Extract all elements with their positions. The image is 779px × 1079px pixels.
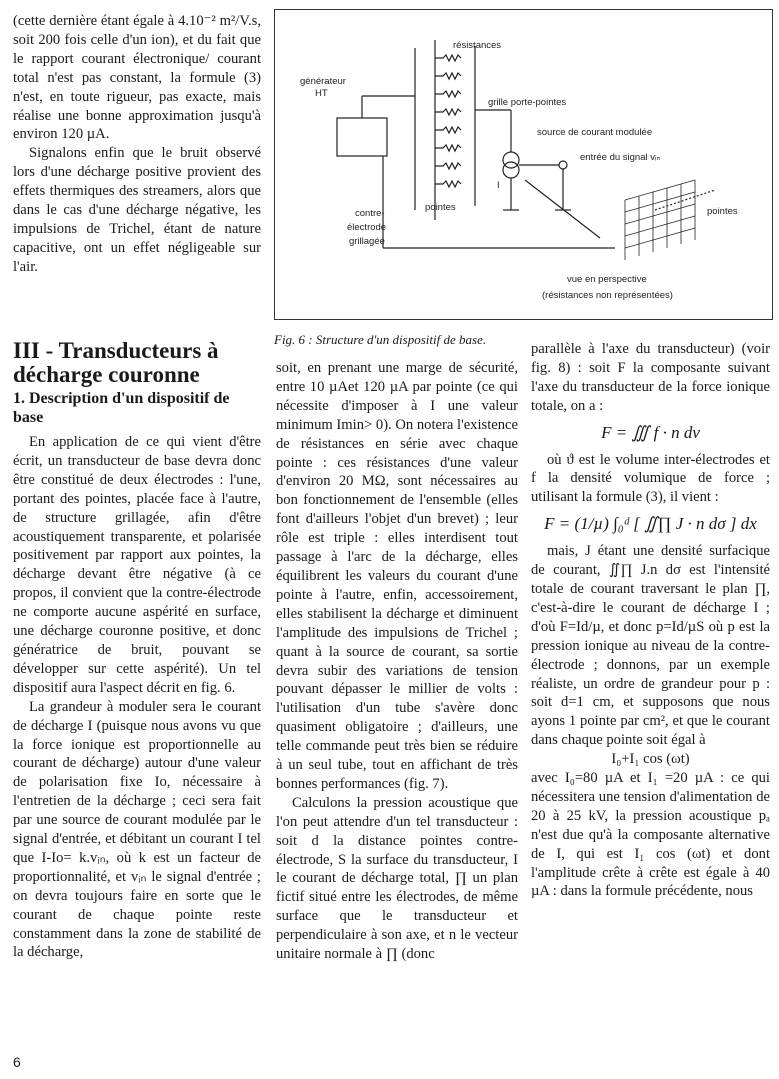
paragraph: où ϑ est le volume inter-électrodes et f la densité volumique de force ; utilisant la formule (3), il vient : <box>531 451 770 506</box>
formula-2: F = (1/µ) ∫₀ᵈ [ ∬∏ J · n dσ ] dx <box>544 514 757 534</box>
column-3 <box>531 340 770 901</box>
label-note: (résistances non représentées) <box>542 290 673 301</box>
label-entree: entrée du signal vᵢₙ <box>580 152 661 163</box>
circuit-diagram <box>275 10 772 319</box>
paragraph: mais, J étant une densité surfacique de courant, ∬∏ J.n dσ est l'intensité totale de courant traversant le plan ∏, c'est-à-dire le courant de décharge I ; d'où F=Id/µ, et donc p=Id/µS où p est la pression ionique au niveau de la contre-électrode ; donnons, par un exemple réaliste, un ordre de grandeur pour p : soit d=1 cm, et supposons que nous ayons 1 pointe par cm², et que le courant dans chaque pointe soit égal à <box>531 543 770 749</box>
column-1-top <box>13 12 261 277</box>
formula-1: F = ∭ f · n dv <box>601 422 700 442</box>
label-grille: grille porte-pointes <box>488 97 567 108</box>
section-heading: III - Transducteurs à décharge couronne <box>13 338 219 387</box>
paragraph: avec I₀=80 µA et I₁ =20 µA : ce qui nécessitera une tension d'alimentation de 20 à 25 kV, la pression acoustique pₐ n'est due qu'à la composante alternative de I, qui est I₁ cos (ωt) et dont l'amplitude crête à crête est égale à 40 µA : dans la formule précédente, nous <box>531 770 770 900</box>
label-pointes-right: pointes <box>707 206 738 217</box>
label-contre: contre- <box>355 208 385 219</box>
figure-6 <box>274 9 773 320</box>
equation: I₀+I₁ cos (ωt) <box>611 751 690 768</box>
figure-caption: Fig. 6 : Structure d'un dispositif de base. <box>274 332 487 347</box>
column-2 <box>276 359 518 964</box>
column-1-bottom <box>13 433 261 962</box>
label-current: I <box>497 180 500 191</box>
label-perspective: vue en perspective <box>567 274 647 285</box>
paragraph: Calculons la pression acoustique que l'on peut attendre d'un tel transducteur : soit d la distance pointes contre-électrode, S la surface du transducteur, I le courant de décharge total, ∏ un plan fictif situé entre les électrodes, de même surface que le transducteur et perpendiculaire à son axe, et n le vecteur unitaire normale à ∏ (donc <box>276 794 518 963</box>
paragraph: La grandeur à moduler sera le courant de décharge I (puisque nous avons vu que la force ionique est proportionnelle au courant de décharge) autour d'une valeur de polarisation fixe Io, nécessaire à l'entretien de la décharge ; ceci sera fait par une source de courant modulée par le signal d'entrée, et débitant un courant I tel que I-Io= k.vᵢₙ, où k est un facteur de proportionnalité, et vᵢₙ le signal d'entrée ; on devra toujours faire en sorte que le courant de chaque pointe reste constamment dans la zone de stabilité de la décharge, <box>13 698 261 961</box>
paragraph: Signalons enfin que le bruit observé lors d'une décharge positive provient des effets thermiques des streamers, alors que dans le cas d'une décharge négative, les impulsions de Trichel, étant de nature capacitive, ont un effet négligeable sur l'air. <box>13 145 261 275</box>
page-number: 6 <box>13 1054 21 1070</box>
subsection-heading: 1. Description d'un dispositif de base <box>13 390 230 426</box>
label-ht: HT <box>315 88 328 99</box>
label-pointes-left: pointes <box>425 202 456 213</box>
paragraph: parallèle à l'axe du transducteur) (voir fig. 8) : soit F la composante suivant l'axe du transducteur de la force ionique totale, on a : <box>531 341 770 414</box>
label-generator: générateur <box>300 76 346 87</box>
paragraph: soit, en prenant une marge de sécurité, entre 10 µAet 120 µA par pointe (ce qui nécessite d'imposer à I une valeur minimum Imin> 0). On notera l'existence de résistances en série avec chaque pointe : ces résistances d'une valeur d'environ 20 MΩ, sont nécessaires au bon fonctionnement de l'ensemble (elles font d'ailleurs l'objet d'un brevet) ; leur rôle est triple : elles interdisent tout passage à l'arc de la décharge, elles équilibrent les valeurs du courant d'une pointe à l'autre, enfin, accessoirement, elles stabilisent la décharge et diminuent l'amplitude des impulsions de Trichel ; quant à la source de courant, sa sortie devra subir des variations de tension pouvant dépasser le millier de volts : l'utilisation d'un tube s'avère donc quasiment obligatoire ; d'ailleurs, une telle commande peut très bien se réduire à un seul tube, tout en affichant de très bonnes performances (fig. 7). <box>276 360 518 792</box>
paragraph: (cette dernière étant égale à 4.10⁻² m²/V.s, soit 200 fois celle d'un ion), et du fait que le rapport courant électronique/ courant total n'est pas constant, la formule (3) n'est, en toute rigueur, pas exacte, mais réalise une bonne approximation jusqu'à environ 120 µA. <box>13 13 261 143</box>
label-electrode: électrode <box>347 222 387 233</box>
paragraph: En application de ce qui vient d'être écrit, un transducteur de base devra donc être constitué de deux électrodes : l'une, portant des pointes, placée face à l'autre, de structure grillagée, afin d'être acoustiquement transparente, et polarisée positivement par rapport aux pointes, la décharge devant être négative (à ce propos, il convient que la contre-électrode ne comporte aucune aspérité en surface, une décharge couronne positive, et donc génératrice de bruit, pouvant se développer sur cette aspérité). Un tel dispositif aura l'aspect décrit en fig. 6. <box>13 434 261 696</box>
label-resistances: résistances <box>453 40 502 51</box>
label-grillagee: grillagée <box>349 236 385 247</box>
label-source: source de courant modulée <box>537 127 653 138</box>
